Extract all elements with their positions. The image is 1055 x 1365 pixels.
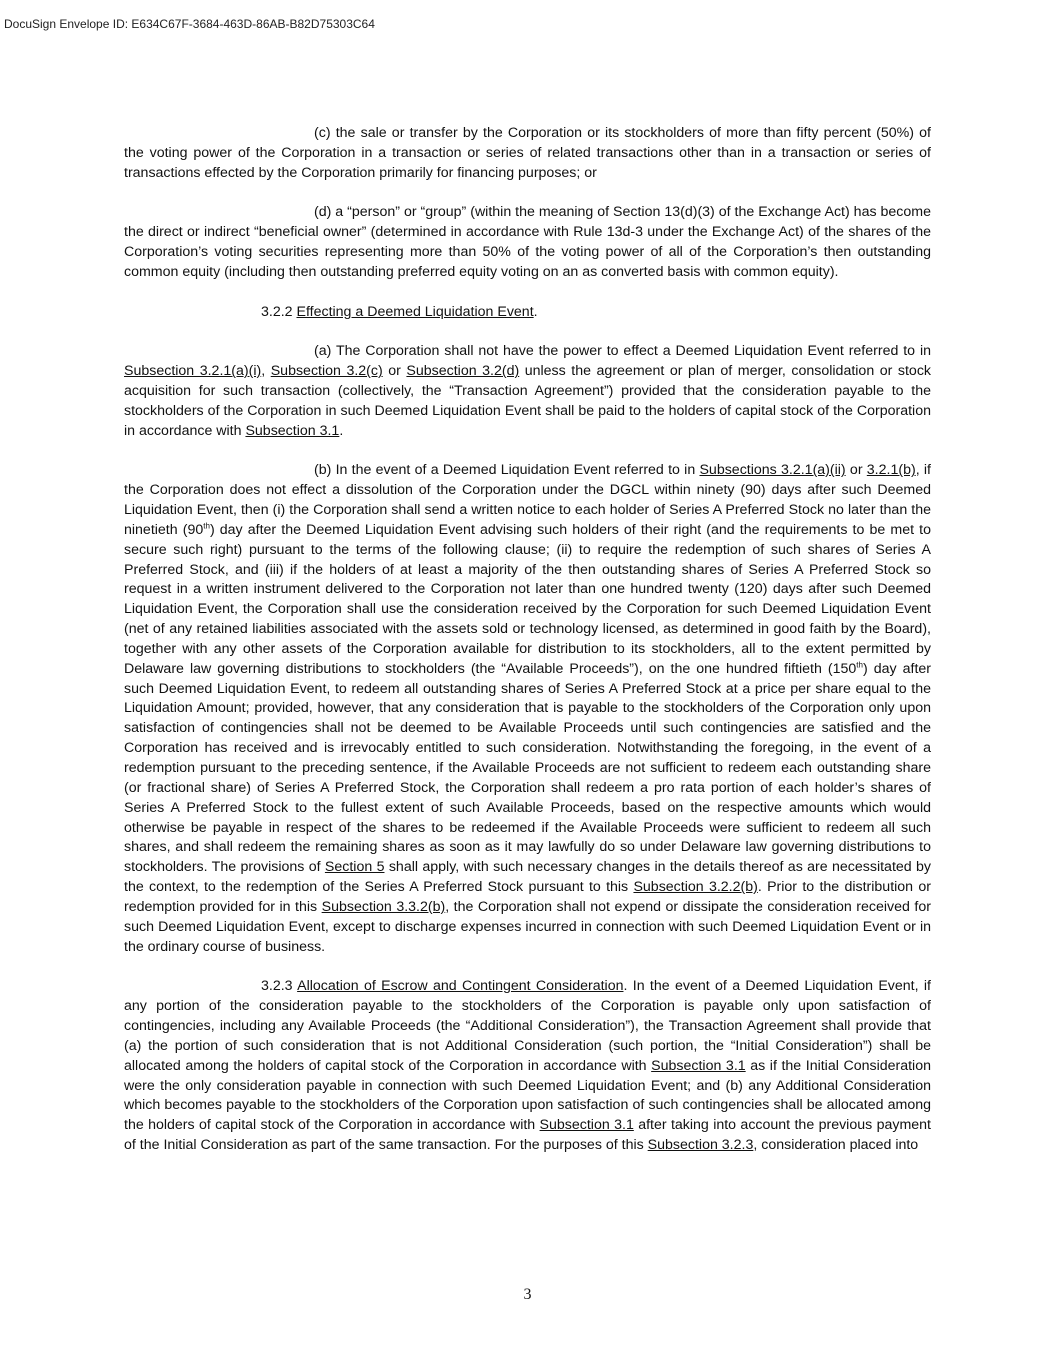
cross-reference: Section 5 xyxy=(324,859,385,876)
paragraph-3-2-3: 3.2.3 Allocation of Escrow and Contingent Consideration. In the event of a Deemed Liquidation Event, if any portion of the consideration payable to the stockholders of the Corporation is payable only upon satisfaction of contingencies, including any Available Proceeds (the “Additional Consideration”), the Transaction Agreement shall provide that (a) the portion of such consideration that is not Additional Consideration (such portion, the “Initial Consideration”) shall be allocated among the holders of capital stock of the Corporation in accordance with Subsection 3.1 as if the Initial Consideration were the only consideration payable in connection with such Deemed Liquidation Event; and (b) any Additional Consideration which becomes payable to the stockholders of the Corporation upon satisfaction of such contingencies shall be allocated among the holders of capital stock of the Corporation in accordance with Subsection 3.1 after taking into account the previous payment of the Initial Consideration as part of the same transaction. For the purposes of this Subsection 3.2.3, consideration placed into xyxy=(124,978,931,1154)
cross-reference: Subsection 3.1 xyxy=(245,422,340,439)
ordinal-suffix: th xyxy=(203,521,210,531)
paragraph-c: (c) the sale or transfer by the Corporation or its stockholders of more than fifty percent (50%) of the voting power of the Corporation in a transaction or series of related transactions other than in a transaction or series of transactions effected by the Corporation primarily for financing purposes; or xyxy=(124,125,931,181)
document-body xyxy=(124,124,931,1176)
cross-reference: Subsection 3.1 xyxy=(651,1057,746,1074)
cross-reference: Subsection 3.1 xyxy=(539,1117,634,1134)
cross-reference: Subsection 3.2.3 xyxy=(647,1137,754,1154)
cross-reference: Subsection 3.3.2(b) xyxy=(321,898,446,915)
paragraph-3-2-2-b: (b) In the event of a Deemed Liquidation Event referred to in Subsections 3.2.1(a)(ii) or 3.2.1(b), if the Corporation does not effect a dissolution of the Corporation under the DGCL within ninety (90) days after such Deemed Liquidation Event, then (i) the Corporation shall send a written notice to each holder of Series A Preferred Stock no later than the ninetieth (90th) day after the Deemed Liquidation Event advising such holders of their right (and the requirements to be met to secure such right) pursuant to the terms of the following clause; (ii) to require the redemption of such shares of Series A Preferred Stock, and (iii) if the holders of at least a majority of the then outstanding shares of Series A Preferred Stock so request in a written instrument delivered to the Corporation not later than one hundred twenty (120) days after such Deemed Liquidation Event, the Corporation shall use the consideration received by the Corporation for such Deemed Liquidation Event (net of any retained liabilities associated with the assets sold or technology licensed, as determined in good faith by the Board), together with any other assets of the Corporation available for distribution to its stockholders, all to the extent permitted by Delaware law governing distributions to stockholders (the “Available Proceeds”), on the one hundred fiftieth (150th) day after such Deemed Liquidation Event, to redeem all outstanding shares of Series A Preferred Stock at a price per share equal to the Liquidation Amount; provided, however, that any consideration that is payable to the stockholders of the Corporation only upon satisfaction of contingencies shall not be deemed to be Available Proceeds until such contingencies are satisfied and the Corporation has received and is irrevocably entitled to such consideration. Notwithstanding the foregoing, in the event of a redemption pursuant to the preceding sentence, if the Available Proceeds are not sufficient to redeem each outstanding share (or fractional share) of Series A Preferred Stock, the Corporation shall redeem a pro rata portion of each holder’s shares of Series A Preferred Stock to the fullest extent of such Available Proceeds, based on the respective amounts which would otherwise be payable in respect of the shares to be redeemed if the Available Proceeds were sufficient to redeem all such shares, and shall redeem the remaining shares as soon as it may lawfully do so under Delaware law governing distributions to stockholders. The provisions of Section 5 shall apply, with such necessary changes in the details thereof as are necessitated by the context, to the redemption of the Series A Preferred Stock pursuant to this Subsection 3.2.2(b). Prior to the distribution or redemption provided for in this Subsection 3.3.2(b), the Corporation shall not expend or dissipate the consideration received for such Deemed Liquidation Event, except to discharge expenses incurred in connection with such Deemed Liquidation Event or in the ordinary course of business. xyxy=(124,462,932,955)
section-title: Effecting a Deemed Liquidation Event xyxy=(296,303,534,320)
page-number: 3 xyxy=(523,1286,532,1303)
section-number: 3.2.3 xyxy=(261,978,298,995)
cross-reference: 3.2.1(b) xyxy=(866,462,916,479)
section-title: Allocation of Escrow and Contingent Consideration xyxy=(297,978,624,995)
docusign-envelope-id: DocuSign Envelope ID: E634C67F-3684-463D-86AB-B82D75303C64 xyxy=(4,17,375,31)
section-number: 3.2.2 xyxy=(261,303,297,320)
cross-reference: Subsections 3.2.1(a)(ii) xyxy=(699,462,846,479)
cross-reference: Subsection 3.2(c) xyxy=(270,363,383,380)
cross-reference: Subsection 3.2.1(a)(i) xyxy=(124,363,262,380)
section-3-2-2-heading: 3.2.2 Effecting a Deemed Liquidation Event. xyxy=(261,303,538,320)
cross-reference: Subsection 3.2.2(b) xyxy=(633,879,758,896)
paragraph-3-2-2-a: (a) The Corporation shall not have the power to effect a Deemed Liquidation Event referred to in Subsection 3.2.1(a)(i), Subsection 3.2(c) or Subsection 3.2(d) unless the agreement or plan of merger, consolidation or stock acquisition for such transaction (collectively, the “Transaction Agreement”) provided that the consideration payable to the stockholders of the Corporation in such Deemed Liquidation Event shall be paid to the holders of capital stock of the Corporation in accordance with Subsection 3.1. xyxy=(124,343,932,439)
paragraph-d: (d) a “person” or “group” (within the meaning of Section 13(d)(3) of the Exchange Act) has become the direct or indirect “beneficial owner” (determined in accordance with Rule 13d-3 under the Exchange Act) of the shares of the Corporation’s voting securities representing more than 50% of the voting power of all of the Corporation’s then outstanding common equity (including then outstanding preferred equity voting on an as converted basis with common equity). xyxy=(124,204,931,280)
cross-reference: Subsection 3.2(d) xyxy=(406,363,520,380)
ordinal-suffix: th xyxy=(856,660,863,670)
